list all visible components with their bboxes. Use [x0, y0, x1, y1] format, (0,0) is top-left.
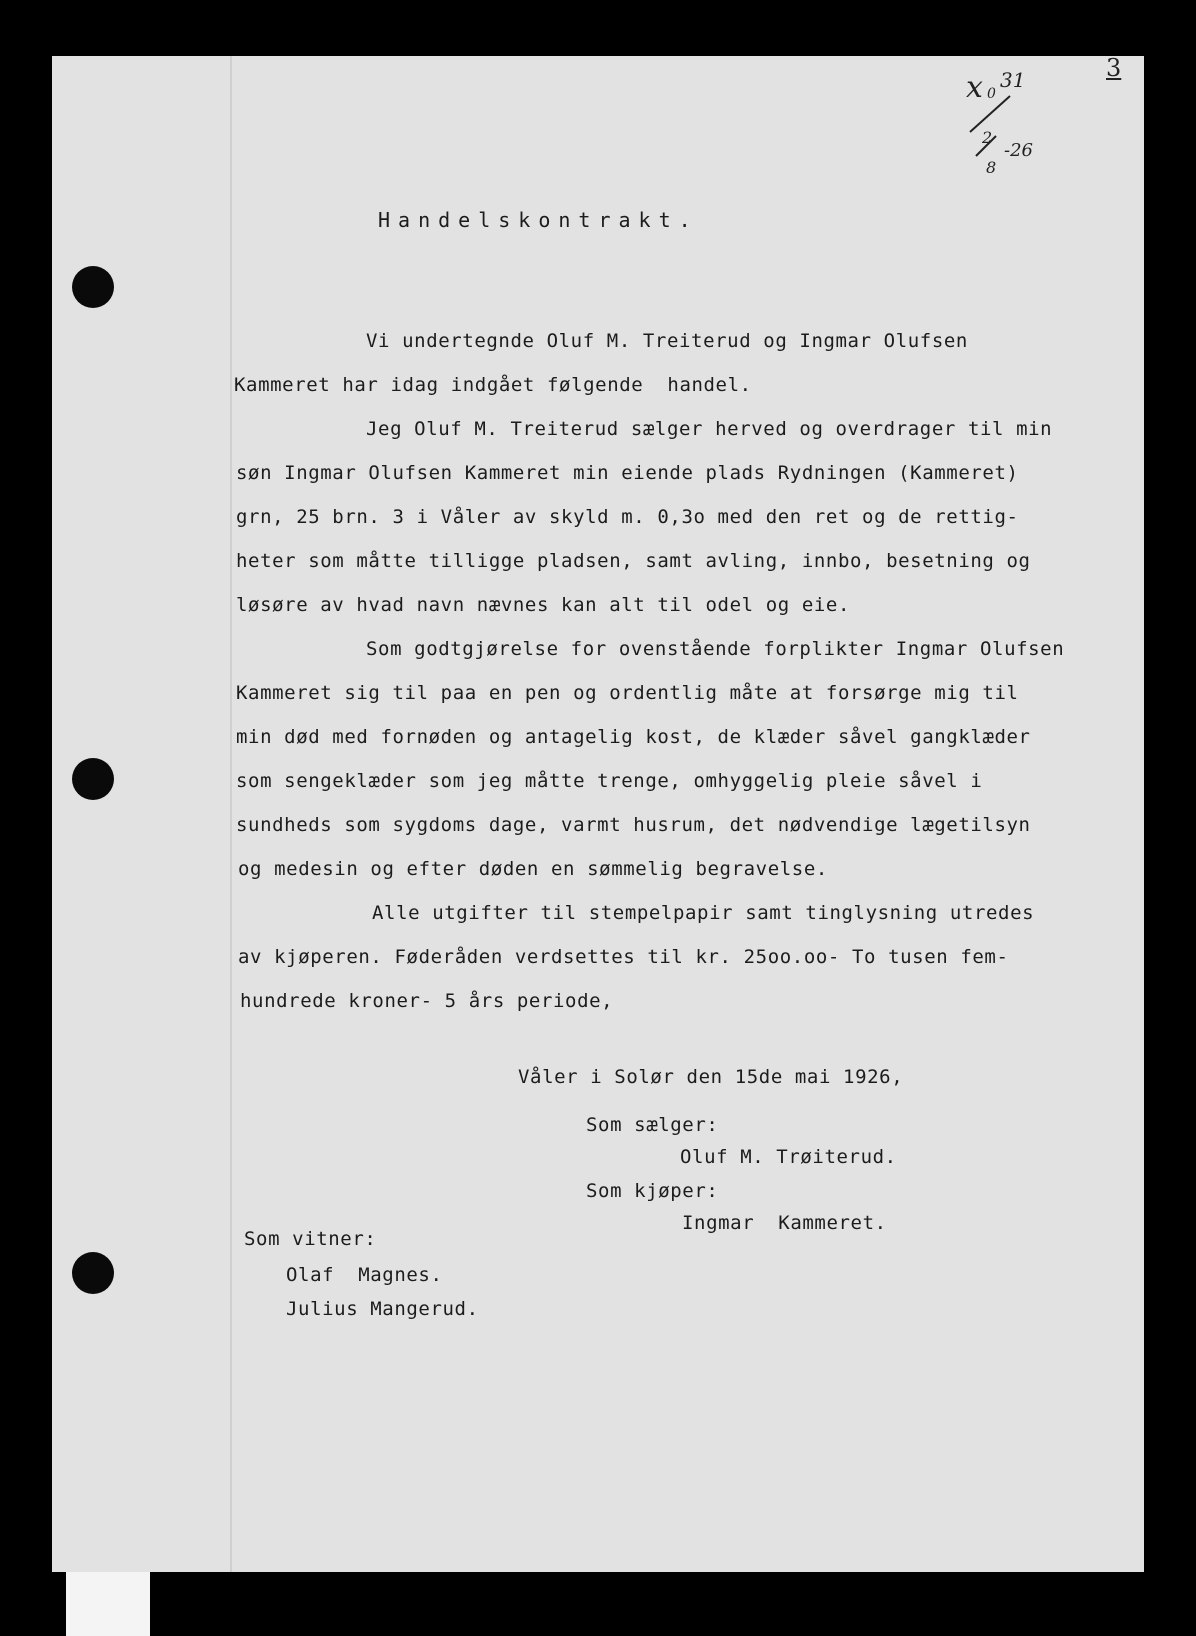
body-line: Kammeret sig til paa en pen og ordentlig måte at forsørge mig til	[236, 682, 1019, 704]
buyer-label: Som kjøper:	[586, 1180, 719, 1202]
witness-label: Som vitner:	[244, 1228, 377, 1250]
place-date: Våler i Solør den 15de mai 1926,	[518, 1066, 904, 1088]
body-line: heter som måtte tilligge pladsen, samt avling, innbo, besetning og	[236, 550, 1031, 572]
page-number: 3	[1106, 54, 1122, 82]
punch-hole-top	[72, 266, 114, 308]
scan-edge-strip	[66, 1572, 150, 1636]
buyer-name: Ingmar Kammeret.	[682, 1212, 887, 1234]
body-line: søn Ingmar Olufsen Kammeret min eiende plads Rydningen (Kammeret)	[236, 462, 1019, 484]
body-line: Vi undertegnde Oluf M. Treiterud og Ingmar Olufsen	[366, 330, 968, 352]
body-line: løsøre av hvad navn nævnes kan alt til odel og eie.	[236, 594, 850, 616]
body-line: Alle utgifter til stempelpapir samt tinglysning utredes	[372, 902, 1035, 924]
body-line: min død med fornøden og antagelig kost, de klæder såvel gangklæder	[236, 726, 1031, 748]
seller-label: Som sælger:	[586, 1114, 719, 1136]
body-line: sundheds som sygdoms dage, varmt husrum, det nødvendige lægetilsyn	[236, 814, 1031, 836]
witness-name: Olaf Magnes.	[286, 1264, 443, 1286]
margin-line	[230, 56, 232, 1572]
punch-hole-bottom	[72, 1252, 114, 1294]
annotation-date-top: 2	[982, 128, 993, 147]
annotation-number: 31	[1000, 68, 1026, 92]
witness-name: Julius Mangerud.	[286, 1298, 479, 1320]
body-line: av kjøperen. Føderåden verdsettes til kr. 25oo.oo- To tusen fem-	[238, 946, 1009, 968]
annotation-subscript: 0	[987, 86, 996, 102]
body-line: grn, 25 brn. 3 i Våler av skyld m. 0,3o med den ret og de rettig-	[236, 506, 1019, 528]
punch-hole-middle	[72, 758, 114, 800]
body-line: som sengeklæder som jeg måtte trenge, omhyggelig pleie såvel i	[236, 770, 983, 792]
annotation-date-suffix: -26	[1004, 140, 1033, 161]
body-line: Jeg Oluf M. Treiterud sælger herved og overdrager til min	[366, 418, 1053, 440]
document-title: Handelskontrakt.	[378, 208, 699, 232]
annotation-x: x	[966, 70, 983, 105]
body-line: hundrede kroner- 5 års periode,	[240, 990, 614, 1012]
body-line: Kammeret har idag indgået følgende handel.	[234, 374, 752, 396]
seller-name: Oluf M. Trøiterud.	[680, 1146, 897, 1168]
body-line: Som godtgjørelse for ovenstående forplikter Ingmar Olufsen	[366, 638, 1065, 660]
body-line: og medesin og efter døden en sømmelig begravelse.	[238, 858, 828, 880]
annotation-date-bottom: 8	[986, 158, 997, 177]
